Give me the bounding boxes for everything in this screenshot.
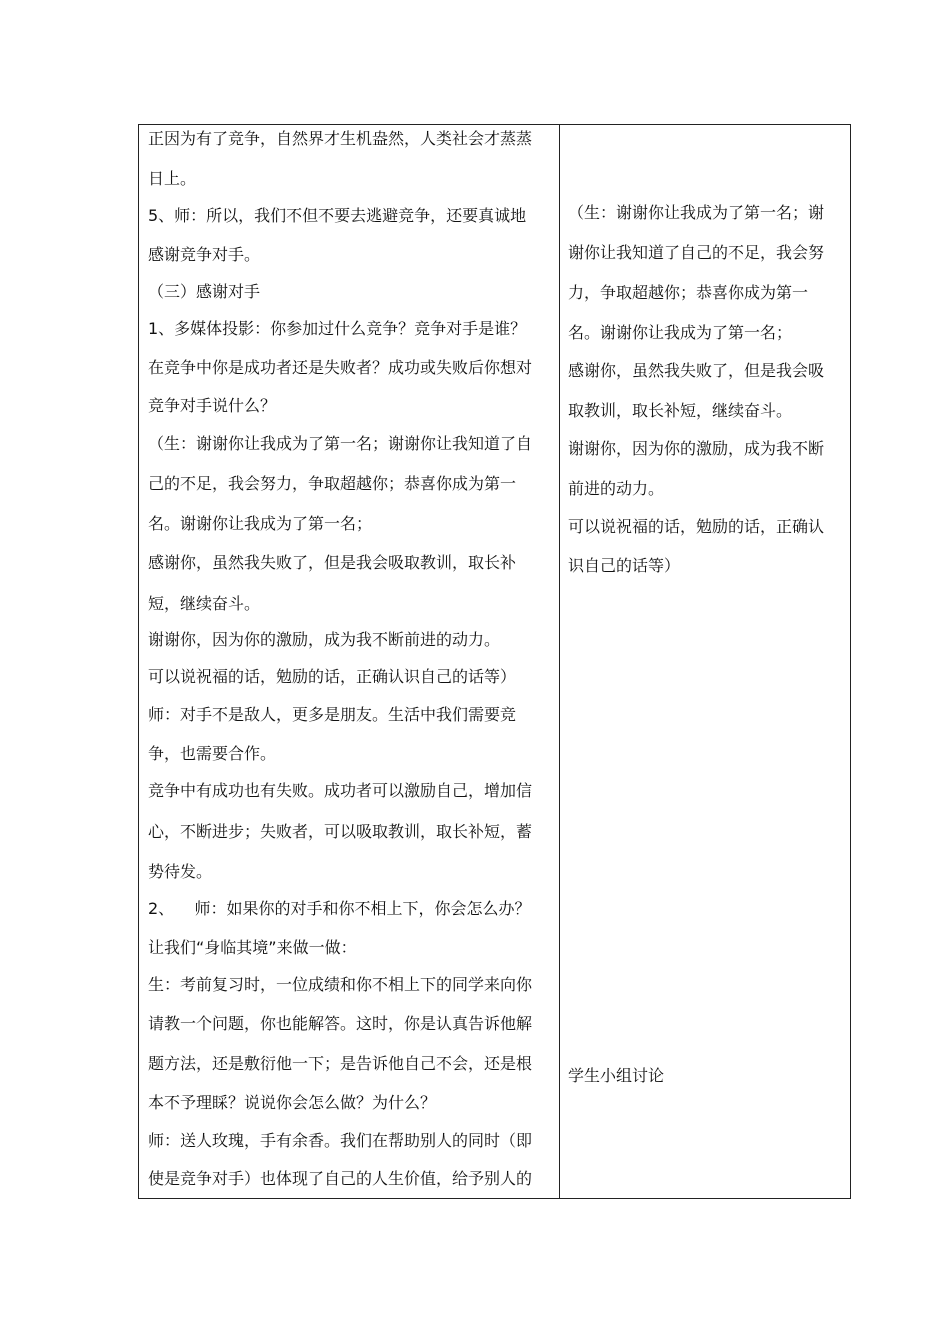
left-line: 师：对手不是敌人，更多是朋友。生活中我们需要竞 [148,705,517,724]
right-line: 名。谢谢你让我成为了第一名； [568,323,793,342]
left-line: （三）感谢对手 [148,282,261,301]
left-line: 生：考前复习时，一位成绩和你不相上下的同学来向你 [148,975,533,994]
left-line: 使是竞争对手）也体现了自己的人生价值，给予别人的 [148,1169,533,1188]
left-line: 正因为有了竞争，自然界才生机盎然，人类社会才蒸蒸 [148,129,533,148]
left-line: （生：谢谢你让我成为了第一名；谢谢你让我知道了自 [148,434,533,453]
left-line: 可以说祝福的话，勉励的话，正确认识自己的话等） [148,667,517,686]
right-line: 感谢你，虽然我失败了，但是我会吸 [568,361,825,380]
left-line: 让我们“身临其境”来做一做： [148,938,357,957]
left-line: 题方法，还是敷衍他一下；是告诉他自己不会，还是根 [148,1054,533,1073]
left-line: 请教一个问题，你也能解答。这时，你是认真告诉他解 [148,1014,533,1033]
left-line: 感谢竞争对手。 [148,245,261,264]
left-line: 竞争中有成功也有失败。成功者可以激励自己，增加信 [148,781,533,800]
left-line: 谢谢你，因为你的激励，成为我不断前进的动力。 [148,630,501,649]
left-line: 名。谢谢你让我成为了第一名； [148,514,373,533]
right-line: 力，争取超越你；恭喜你成为第一 [568,283,809,302]
left-line: 5、师：所以，我们不但不要去逃避竞争，还要真诚地 [148,206,527,225]
right-line: 前进的动力。 [568,479,665,498]
left-line: 争，也需要合作。 [148,744,277,763]
left-line: 势待发。 [148,862,213,881]
left-line: 日上。 [148,169,197,188]
left-line: 心，不断进步；失败者，可以吸取教训，取长补短，蓄 [148,822,533,841]
left-line: 短，继续奋斗。 [148,594,261,613]
left-line: 竞争对手说什么？ [148,396,277,415]
left-line: 本不予理睬？说说你会怎么做？为什么？ [148,1093,437,1112]
left-line: 2、 师：如果你的对手和你不相上下，你会怎么办？ [148,899,531,918]
right-line: 谢你让我知道了自己的不足，我会努 [568,243,825,262]
right-line: 取教训，取长补短，继续奋斗。 [568,401,793,420]
right-line: 谢谢你，因为你的激励，成为我不断 [568,439,825,458]
left-line: 己的不足，我会努力，争取超越你；恭喜你成为第一 [148,474,517,493]
right-line: 可以说祝福的话，勉励的话，正确认 [568,517,825,536]
left-line: 在竞争中你是成功者还是失败者？成功或失败后你想对 [148,358,533,377]
left-line: 感谢你，虽然我失败了，但是我会吸取教训，取长补 [148,553,517,572]
left-line: 1、多媒体投影：你参加过什么竞争？竞争对手是谁？ [148,319,527,338]
left-line: 师：送人玫瑰，手有余香。我们在帮助别人的同时（即 [148,1131,533,1150]
right-line: 学生小组讨论 [568,1066,665,1085]
column-divider [559,125,560,1198]
right-line: 识自己的话等） [568,556,681,575]
right-line: （生：谢谢你让我成为了第一名；谢 [568,203,825,222]
